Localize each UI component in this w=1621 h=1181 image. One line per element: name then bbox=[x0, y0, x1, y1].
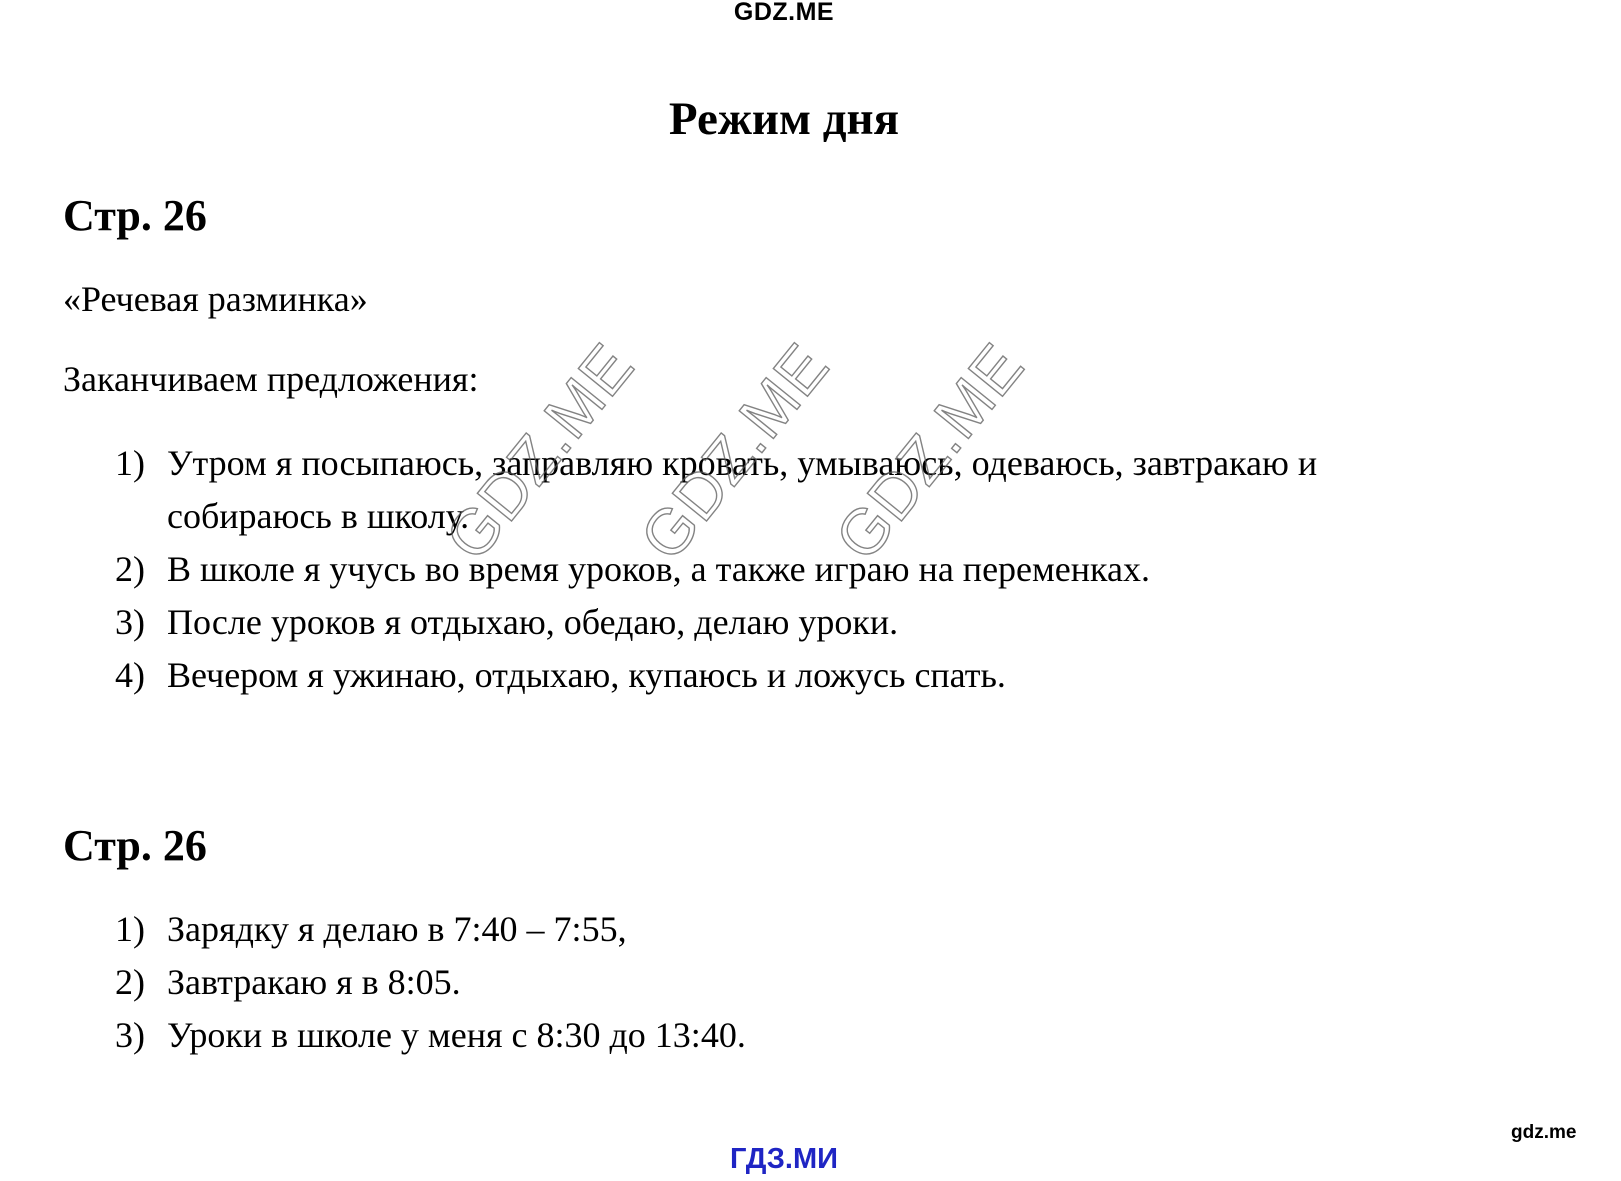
item-number: 3) bbox=[115, 602, 145, 642]
list-item bbox=[115, 649, 1445, 702]
item-number: 1) bbox=[115, 909, 145, 949]
site-watermark-corner: gdz.me bbox=[1511, 1122, 1577, 1143]
item-number: 2) bbox=[115, 549, 145, 589]
item-text: Зарядку я делаю в 7:40 – 7:55, bbox=[167, 909, 627, 949]
item-text: Утром я посыпаюсь, заправляю кровать, умываюсь, одеваюсь, завтракаю и собираюсь в школу. bbox=[167, 443, 1318, 536]
item-text: В школе я учусь во время уроков, а также играю на переменках. bbox=[167, 549, 1150, 589]
item-text: После уроков я отдыхаю, обедаю, делаю уроки. bbox=[167, 602, 899, 642]
list-item bbox=[115, 956, 1445, 1009]
site-watermark-bottom: ГДЗ.МИ bbox=[730, 1143, 838, 1175]
watermark-stamp: GDZ.ME bbox=[431, 329, 648, 574]
list-item bbox=[115, 596, 1445, 649]
item-number: 2) bbox=[115, 962, 145, 1002]
watermark-stamp: GDZ.ME bbox=[821, 329, 1038, 574]
item-text: Уроки в школе у меня с 8:30 до 13:40. bbox=[167, 1015, 746, 1055]
item-number: 1) bbox=[115, 443, 145, 483]
item-number: 3) bbox=[115, 1015, 145, 1055]
item-number: 4) bbox=[115, 655, 145, 695]
section-heading-1: Стр. 26 bbox=[63, 191, 207, 240]
list-item bbox=[115, 903, 1445, 956]
section-heading-2: Стр. 26 bbox=[63, 821, 207, 870]
item-text: Вечером я ужинаю, отдыхаю, купаюсь и ложусь спать. bbox=[167, 655, 1006, 695]
list-item bbox=[115, 543, 1445, 596]
page-title: Режим дня bbox=[668, 93, 900, 145]
section-subtitle: «Речевая разминка» bbox=[63, 279, 368, 319]
watermark-stamp: GDZ.ME bbox=[626, 329, 843, 574]
site-watermark-top: GDZ.ME bbox=[733, 0, 835, 26]
instruction-text: Заканчиваем предложения: bbox=[63, 359, 479, 399]
list-item bbox=[115, 1009, 1445, 1062]
item-text: Завтракаю я в 8:05. bbox=[167, 962, 461, 1002]
